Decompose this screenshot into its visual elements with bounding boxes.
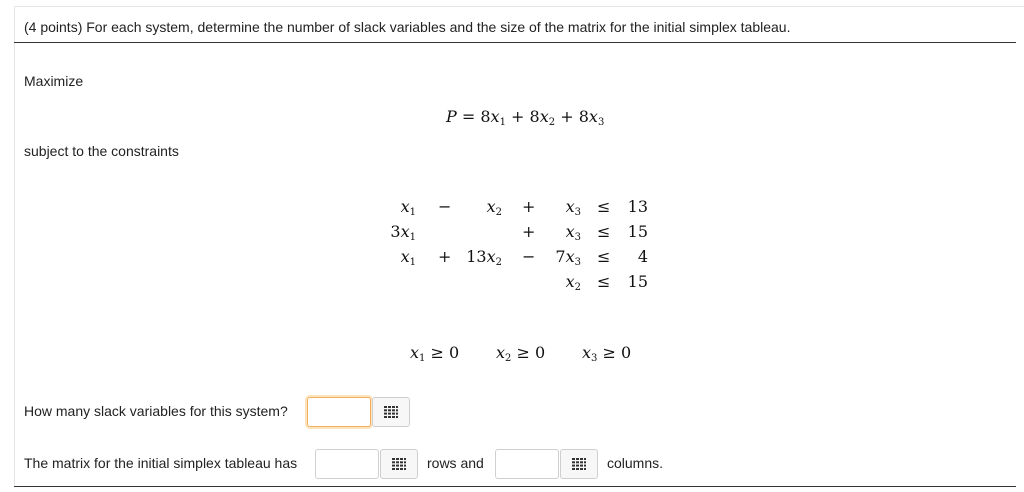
constraint-rhs: 13 <box>627 197 648 216</box>
columns-keypad-button[interactable] <box>560 449 598 479</box>
objective-term-2: $8x_2$ <box>529 107 556 128</box>
constraint-relation: ≤ <box>597 222 611 241</box>
keypad-icon <box>384 406 398 418</box>
constraint-operator: + <box>438 247 452 266</box>
objective-plus: + <box>560 107 574 126</box>
constraint-term: $x_2$ <box>565 272 581 293</box>
slack-variables-input[interactable] <box>307 397 371 427</box>
rows-label: rows and <box>427 455 484 471</box>
objective-term-3: $8x_3$ <box>578 107 605 128</box>
constraint-term: $x_1$ <box>400 197 416 218</box>
footer-divider <box>14 486 1016 487</box>
rows-keypad-button[interactable] <box>380 449 418 479</box>
header-divider <box>14 42 1016 43</box>
question-header: (4 points) For each system, determine the number of slack variables and the size of the matrix for the initial simplex tableau. <box>24 19 791 35</box>
constraint-operator: + <box>522 197 536 216</box>
constraint-term: $x_3$ <box>565 197 581 218</box>
slack-question-label: How many slack variables for this system? <box>24 403 288 419</box>
constraint-term: $x_1$ <box>400 247 416 268</box>
constraint-relation: ≤ <box>597 272 611 291</box>
columns-input[interactable] <box>495 449 559 479</box>
maximize-label: Maximize <box>24 73 84 89</box>
rows-input[interactable] <box>315 449 379 479</box>
nonneg-x2: $x_2 \ge 0$ <box>496 343 546 364</box>
constraint-term: $x_3$ <box>565 222 581 243</box>
constraint-relation: ≤ <box>597 197 611 216</box>
constraint-term: $3x_1$ <box>390 222 416 243</box>
constraint-rhs: 15 <box>627 222 648 241</box>
constraint-term: $7x_3$ <box>555 247 581 268</box>
slack-keypad-button[interactable] <box>372 397 410 427</box>
objective-plus: + <box>511 107 525 126</box>
columns-label: columns. <box>607 455 664 471</box>
nonneg-x1: $x_1 \ge 0$ <box>410 343 460 364</box>
constraint-operator: − <box>438 197 452 216</box>
objective-function <box>446 107 604 128</box>
objective-lhs: P <box>446 107 457 126</box>
keypad-icon <box>572 458 586 470</box>
constraint-relation: ≤ <box>597 247 611 266</box>
objective-term-1: $8x_1$ <box>480 107 506 128</box>
constraint-operator: + <box>522 222 536 241</box>
matrix-question-label: The matrix for the initial simplex tableau has <box>24 455 298 471</box>
nonneg-x3: $x_3 \ge 0$ <box>582 343 632 364</box>
constraint-term: $13x_2$ <box>466 247 502 268</box>
constraint-rhs: 15 <box>627 272 648 291</box>
objective-equals: = <box>461 107 476 126</box>
keypad-icon <box>392 458 406 470</box>
constraint-rhs: 4 <box>637 247 648 266</box>
constraints-label: subject to the constraints <box>24 143 179 159</box>
constraint-operator: − <box>522 247 536 266</box>
constraint-term: $x_2$ <box>486 197 502 218</box>
